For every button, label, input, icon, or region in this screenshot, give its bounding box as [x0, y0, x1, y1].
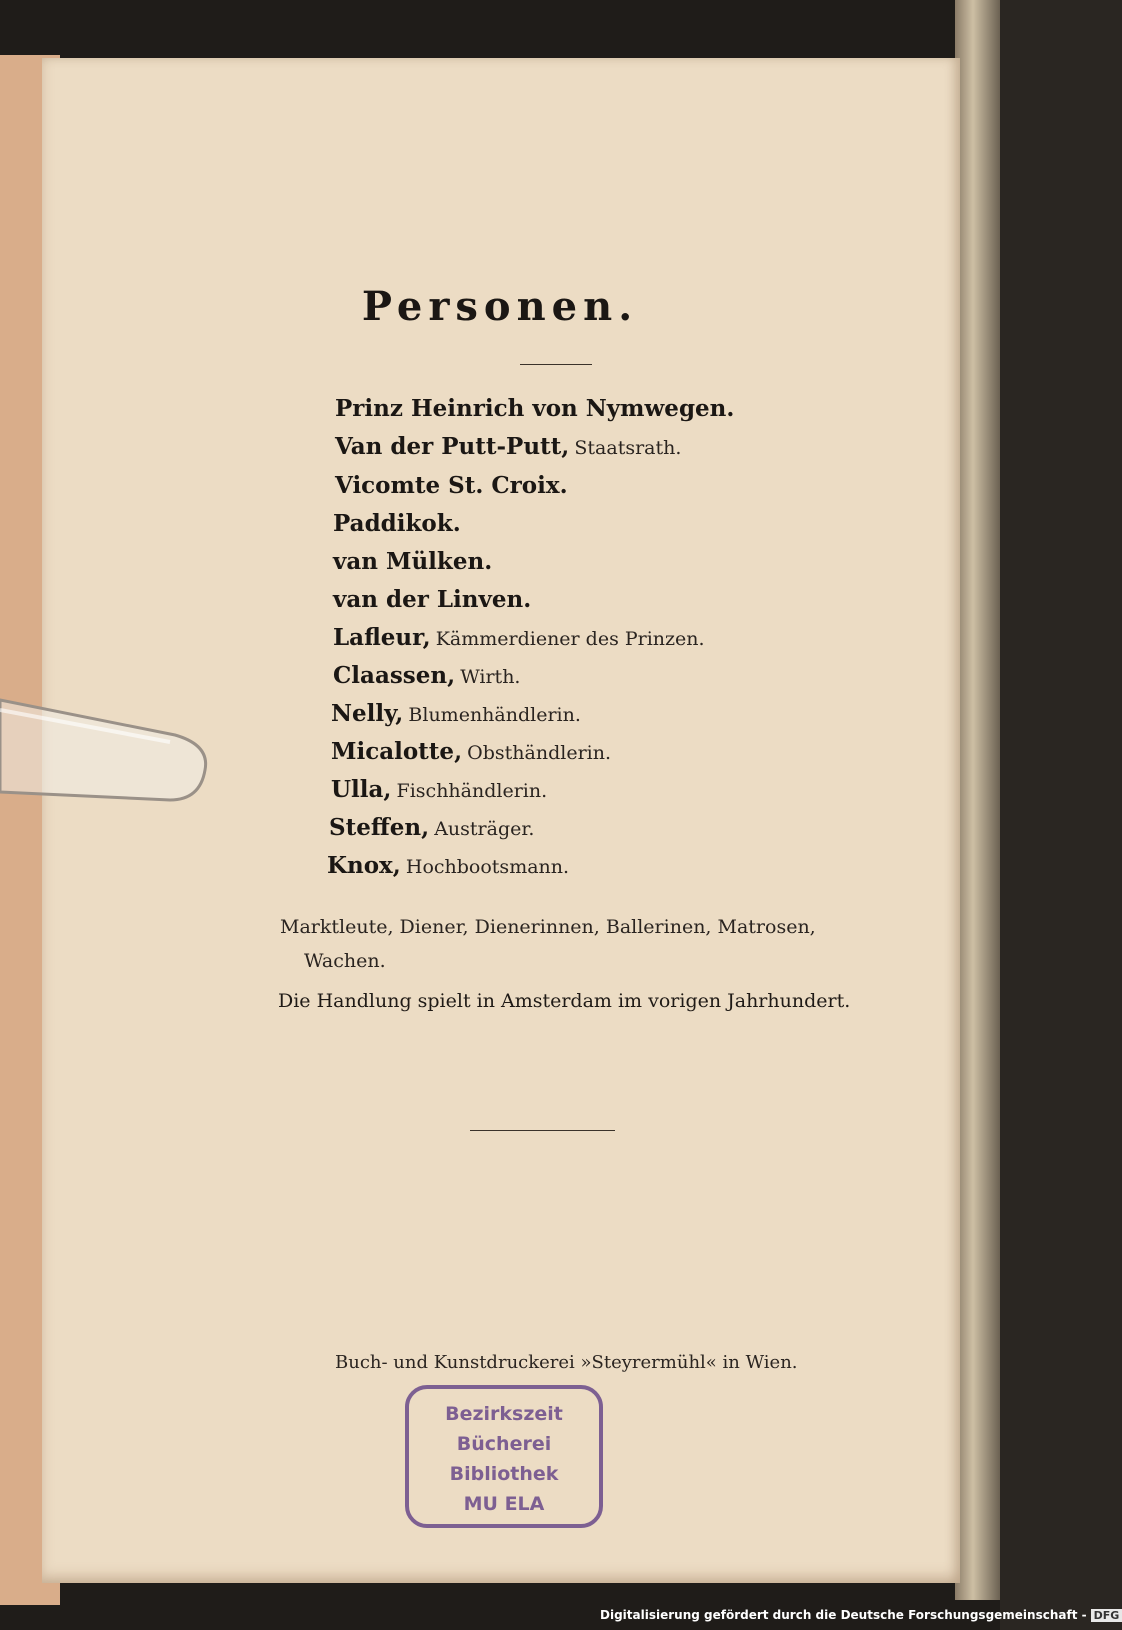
- section-rule: [470, 1130, 615, 1131]
- character-role: Staatsrath.: [574, 437, 682, 459]
- dfg-logo: DFG: [1091, 1609, 1122, 1622]
- character-name: Micalotte,: [331, 738, 463, 765]
- cast-entry: [327, 852, 569, 879]
- credit-text: Digitalisierung gefördert durch die Deutsche Forschungsgemeinschaft -: [600, 1608, 1087, 1622]
- character-name: Ulla,: [331, 776, 392, 803]
- character-name: Paddikok.: [333, 510, 461, 537]
- extras-text: [280, 910, 820, 978]
- cast-entry: [331, 776, 547, 803]
- extras-line: Wachen.: [304, 950, 386, 972]
- cast-entry: [333, 624, 705, 651]
- cast-entry: [331, 700, 581, 727]
- printer-imprint: Buch- und Kunstdruckerei »Steyrermühl« in Wien.: [335, 1352, 798, 1373]
- cast-entry: [331, 738, 611, 765]
- character-name: Nelly,: [331, 700, 404, 727]
- character-role: Kämmerdiener des Prinzen.: [435, 628, 705, 650]
- setting-note: Die Handlung spielt in Amsterdam im vorigen Jahrhundert.: [278, 990, 851, 1012]
- character-name: Lafleur,: [333, 624, 431, 651]
- library-stamp: [405, 1385, 603, 1528]
- book-spine-edge: [955, 0, 1000, 1600]
- extras-line: Marktleute, Diener, Dienerinnen, Ballerinen, Matrosen,: [280, 916, 816, 938]
- character-name: Prinz Heinrich von Nymwegen.: [335, 395, 735, 422]
- title-rule: [520, 364, 592, 365]
- character-role: Austräger.: [434, 818, 535, 840]
- cast-entry: [335, 395, 734, 422]
- character-role: Fischhändlerin.: [396, 780, 548, 802]
- page-clip-icon: [0, 700, 240, 810]
- cast-entry: [335, 433, 681, 460]
- stamp-line: Bezirkszeit: [445, 1403, 563, 1425]
- character-role: Obsthändlerin.: [467, 742, 612, 764]
- digitization-credit: [600, 1608, 1122, 1622]
- character-name: van Mülken.: [333, 548, 493, 575]
- character-name: Steffen,: [329, 814, 430, 841]
- page-title: Personen.: [361, 283, 639, 330]
- cast-entry: [333, 510, 461, 537]
- stamp-line: Bücherei Bibliothek: [449, 1433, 559, 1485]
- character-name: van der Linven.: [333, 586, 532, 613]
- cast-entry: [333, 586, 531, 613]
- character-role: Blumenhändlerin.: [408, 704, 581, 726]
- character-name: Van der Putt-Putt,: [335, 433, 570, 460]
- character-name: Claassen,: [333, 662, 456, 689]
- character-name: Knox,: [327, 852, 401, 879]
- cast-entry: [329, 814, 534, 841]
- cast-entry: [333, 548, 492, 575]
- character-name: Vicomte St. Croix.: [335, 472, 568, 499]
- character-role: Wirth.: [460, 666, 521, 688]
- character-role: Hochbootsmann.: [405, 856, 570, 878]
- cast-entry: [335, 472, 568, 499]
- stamp-line: MU ELA: [463, 1493, 545, 1515]
- cast-entry: [333, 662, 520, 689]
